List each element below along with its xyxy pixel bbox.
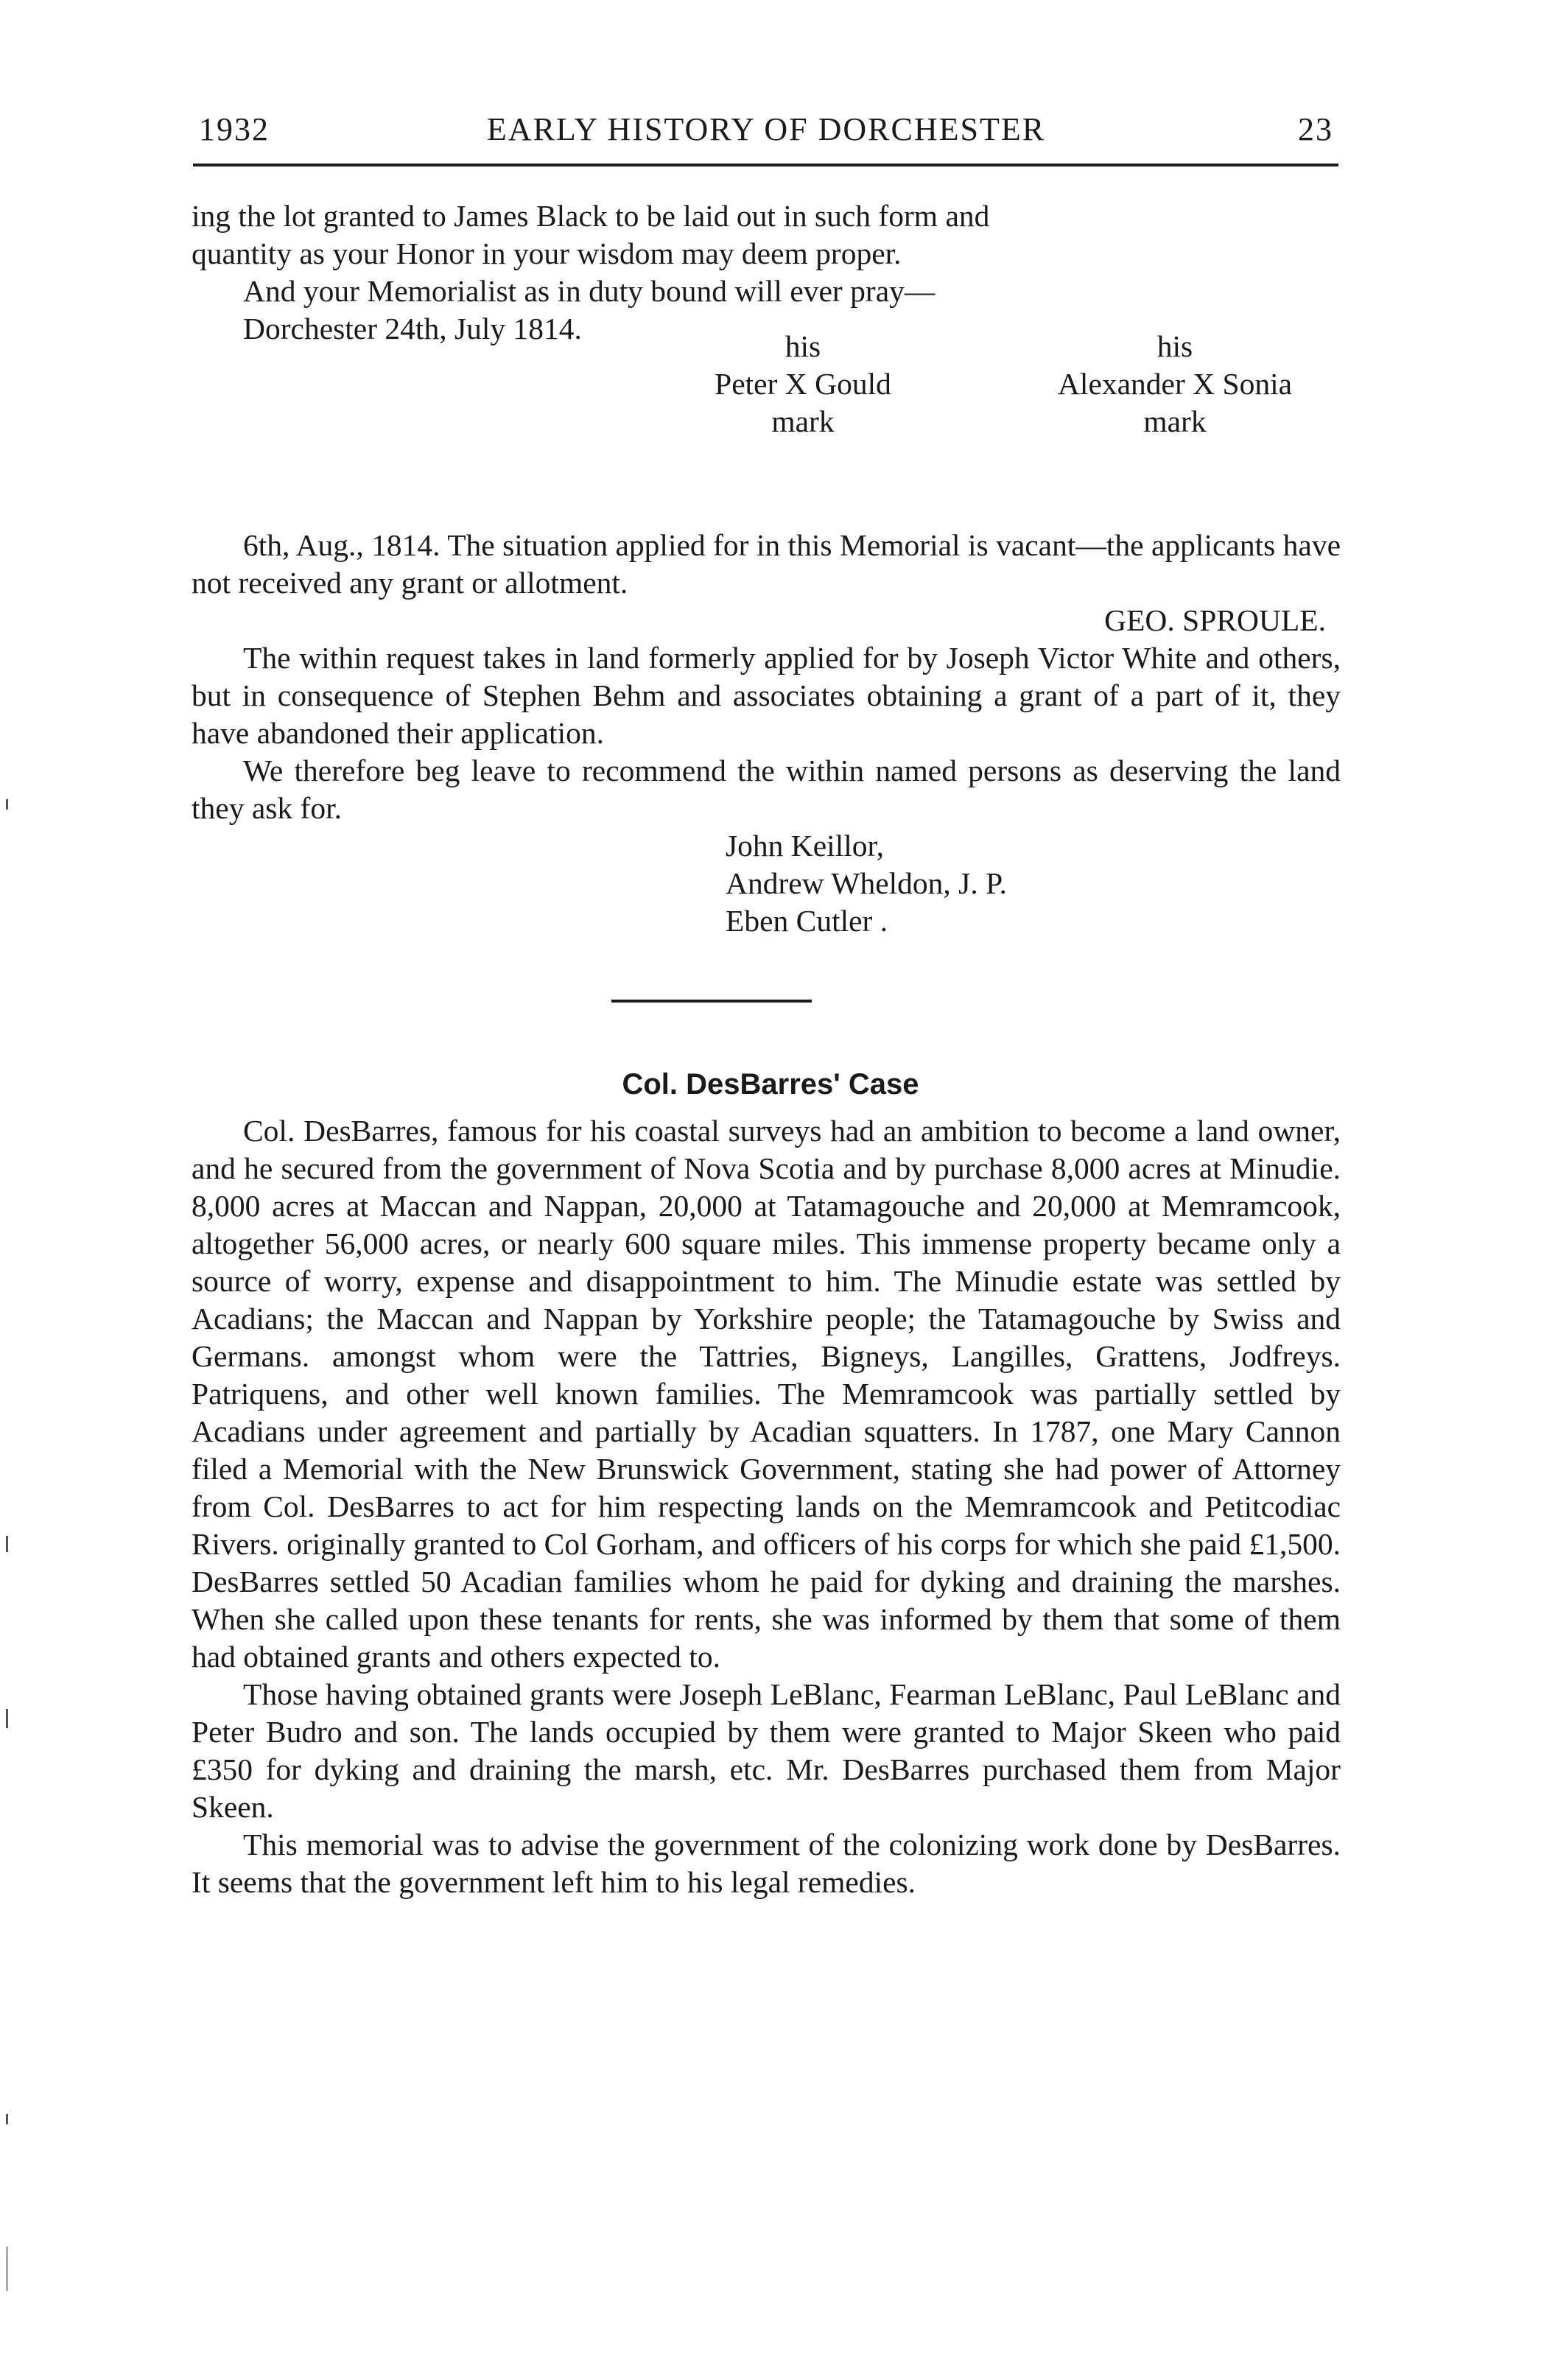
signature-sproule: GEO. SPROULE. <box>1104 603 1326 637</box>
header-title: EARLY HISTORY OF DORCHESTER <box>486 111 1046 147</box>
section-paragraph: This memorial was to advise the government of the colonizing work done by DesBarres. It seems that the government left him to his legal remedies. <box>192 1828 1341 1899</box>
signature-mark: mark <box>1143 404 1207 438</box>
page-number: 23 <box>1298 111 1333 147</box>
signature-his: his <box>784 329 821 363</box>
recommender-name: John Keillor, <box>726 829 885 863</box>
section-paragraph: Col. DesBarres, famous for his coastal surveys had an ambition to become a land owner, and he secured from the government of Nova Scotia and by purchase 8,000 acres at Minudie. 8,000 acres at Maccan and Nappan, 20,000 at Tatamagouche and 20,000 at Memramcook, altogether 56,000 acres, or nearly 600 square miles. This immense property became only a source of worry, expense and disappointment to him. The Minudie estate was settled by Acadians; the Maccan and Nappan by Yorkshire people; the Tatamagouche by Swiss and Germans. amongst whom were the Tattries, Bigneys, Langilles, Grattens, Jodfreys. Patriquens, and other well known families. The Memramcook was partially settled by Acadians under agreement and partially by Acadian squatters. In 1787, one Mary Cannon filed a Memorial with the New Brunswick Government, stating she had power of Attorney from Col. DesBarres to act for him respecting lands on the Memramcook and Petitcodiac Rivers. originally granted to Col Gorham, and officers of his corps for which she paid £1,500. DesBarres settled 50 Acadian families whom he paid for dyking and draining the marshes. When she called upon these tenants for rents, she was informed by them that some of them had obtained grants and others expected to. <box>192 1114 1341 1674</box>
signature-his: his <box>1156 329 1193 363</box>
recommender-name: Andrew Wheldon, J. P. <box>726 866 1007 900</box>
signature-name: Alexander X Sonia <box>1057 367 1293 401</box>
section-divider <box>611 1000 812 1003</box>
scan-speck <box>6 2247 8 2291</box>
section-title: Col. DesBarres' Case <box>622 1068 919 1101</box>
signature-block <box>192 328 1341 468</box>
endorsement-paragraph: 6th, Aug., 1814. The situation applied for in this Memorial is vacant—the applicants have not received any grant or allotment. <box>192 528 1341 600</box>
memorial-line: quantity as your Honor in your wisdom may deem proper. <box>192 236 902 270</box>
running-header <box>199 110 1333 155</box>
memorial-line: ing the lot granted to James Black to be laid out in such form and <box>192 199 990 233</box>
scan-speck <box>6 1536 8 1552</box>
signature-mark: mark <box>771 404 835 438</box>
section-paragraph: Those having obtained grants were Joseph LeBlanc, Fearman LeBlanc, Paul LeBlanc and Peter Budro and son. The lands occupied by them were granted to Major Skeen who paid £350 for dyking and draining the marsh, etc. Mr. DesBarres purchased them from Major Skeen. <box>192 1677 1341 1824</box>
date-line: Dorchester 24th, July 1814. <box>243 312 582 345</box>
signature-peter-gould <box>648 328 958 440</box>
scan-speck <box>6 1709 8 1728</box>
header-rule <box>193 164 1338 166</box>
section-body <box>192 1112 1341 1901</box>
header-year: 1932 <box>199 111 270 147</box>
endorsement <box>192 527 1341 940</box>
signature-name: Peter X Gould <box>715 367 891 401</box>
endorsement-paragraph: We therefore beg leave to recommend the within named persons as deserving the land they ask for. <box>192 754 1341 825</box>
pray-line: And your Memorialist as in duty bound will ever pray— <box>243 274 936 308</box>
endorsement-paragraph: The within request takes in land formerly applied for by Joseph Victor White and others, but in consequence of Stephen Behm and associates obtaining a grant of a part of it, they have abandoned their application. <box>192 641 1341 750</box>
memorial-ending <box>192 197 1341 348</box>
scan-speck <box>6 2114 8 2124</box>
recommender-name: Eben Cutler . <box>726 904 888 938</box>
scan-speck <box>6 799 8 810</box>
signature-alexander-sonia <box>1002 328 1348 440</box>
recommending-names <box>726 827 1341 940</box>
